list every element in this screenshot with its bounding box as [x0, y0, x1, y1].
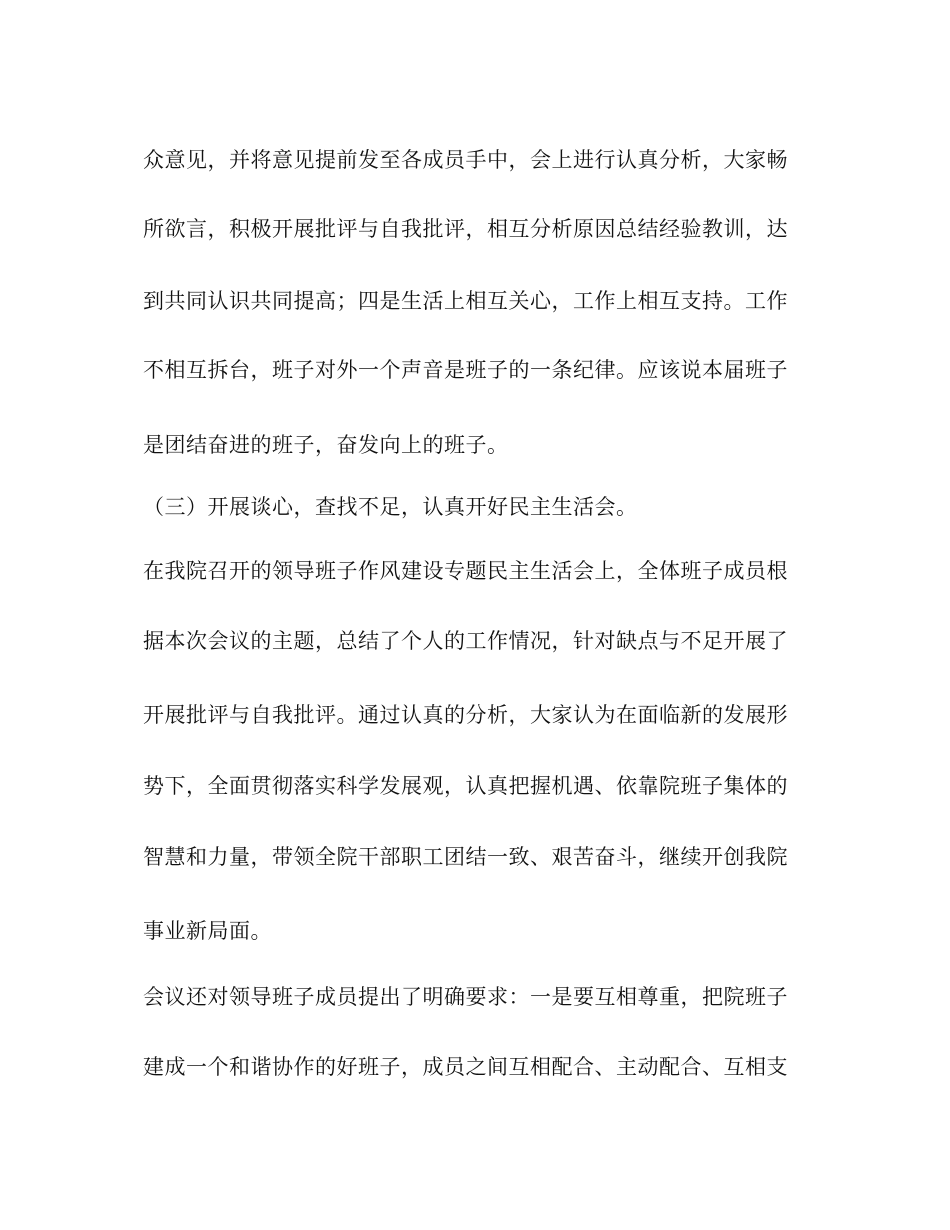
paragraph-line: 到共同认识共同提高；四是生活上相互关心，工作上相互支持。工作	[143, 289, 788, 313]
paragraph-line: 所欲言，积极开展批评与自我批评，相互分析原因总结经验教训，达	[143, 217, 788, 241]
paragraph-line: 开展批评与自我批评。通过认真的分析，大家认为在面临新的发展形	[143, 703, 788, 727]
paragraph-line: 智慧和力量，带领全院干部职工团结一致、艰苦奋斗，继续开创我院	[143, 845, 788, 869]
paragraph-line: 是团结奋进的班子，奋发向上的班子。	[143, 433, 509, 457]
section-heading: （三）开展谈心，查找不足，认真开好民主生活会。	[143, 495, 638, 519]
paragraph-line: 不相互拆台，班子对外一个声音是班子的一条纪律。应该说本届班子	[143, 358, 788, 382]
paragraph-line: 建成一个和谐协作的好班子，成员之间互相配合、主动配合、互相支	[143, 1055, 788, 1079]
paragraph-line: 众意见，并将意见提前发至各成员手中，会上进行认真分析，大家畅	[143, 148, 788, 172]
paragraph-line: 在我院召开的领导班子作风建设专题民主生活会上，全体班子成员根	[143, 559, 788, 583]
paragraph-line: 据本次会议的主题，总结了个人的工作情况，针对缺点与不足开展了	[143, 629, 788, 653]
paragraph-line: 事业新局面。	[143, 919, 272, 943]
paragraph-line: 势下，全面贯彻落实科学发展观，认真把握机遇、依靠院班子集体的	[143, 774, 788, 798]
paragraph-line: 会议还对领导班子成员提出了明确要求：一是要互相尊重，把院班子	[143, 985, 788, 1009]
